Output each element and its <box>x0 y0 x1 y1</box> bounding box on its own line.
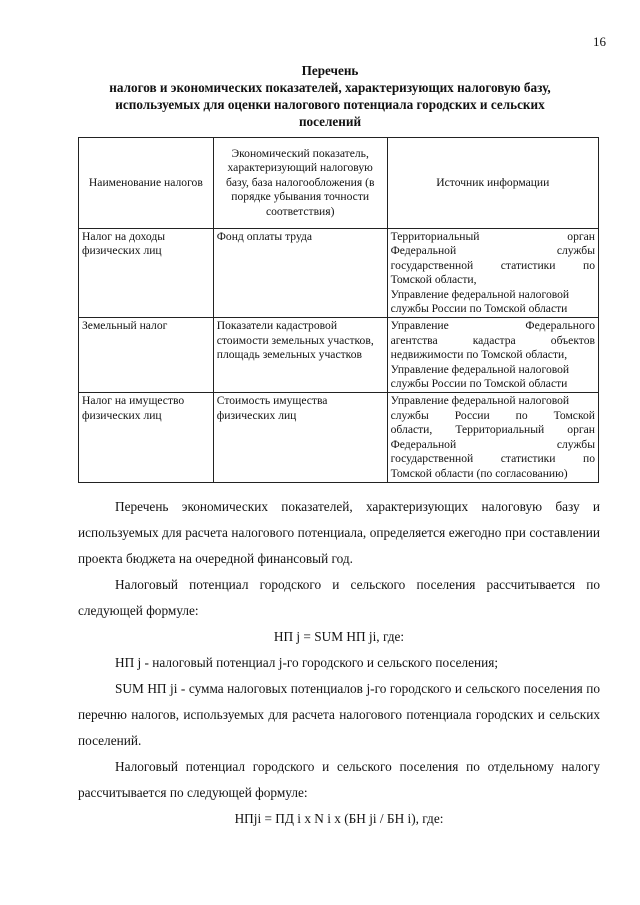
cell-tax: Земельный налог <box>79 318 214 393</box>
cell-indicator: Фонд оплаты труда <box>213 229 387 318</box>
table-row <box>79 393 599 482</box>
taxes-table <box>78 137 599 483</box>
table-row <box>79 229 599 318</box>
body-text <box>78 494 600 832</box>
paragraph: SUM НП ji - сумма налоговых потенциалов j-го городского и сельского поселения по перечню налогов, используемых для расчета налогового потенциала городских и сельских поселений. <box>78 681 600 748</box>
paragraph: НП j - налоговый потенциал j-го городского и сельского поселения; <box>115 655 499 670</box>
header-indicator: Экономический показатель, характеризующий налоговую базу, база налогообложения (в порядке убывания точности соответствия) <box>213 138 387 229</box>
source-line: области, Территориальный орган <box>390 423 595 437</box>
source-line: Томской области, <box>390 273 477 287</box>
formula: НП j = SUM НП ji, где: <box>273 629 405 644</box>
source-line: Томской области (по согласованию) <box>390 466 568 480</box>
document-title <box>60 62 600 130</box>
source-line: службы России по Томской области <box>390 377 568 391</box>
source-line: государственной статистики по <box>390 258 595 272</box>
title-line: используемых для оценки налогового потенциала городских и сельских <box>115 97 545 112</box>
source-line: Управление Федерального <box>390 319 595 333</box>
source-line: Управление федеральной налоговой <box>390 394 570 408</box>
title-line: налогов и экономических показателей, характеризующих налоговую базу, <box>109 80 551 95</box>
page-number: 16 <box>593 34 606 49</box>
source-line: Территориальный орган <box>390 230 595 243</box>
source-line: Федеральной службы <box>390 244 595 258</box>
cell-tax: Налог на доходы физических лиц <box>79 229 214 318</box>
paragraph: Налоговый потенциал городского и сельского поселения по отдельному налогу рассчитывается по следующей формуле: <box>78 759 600 800</box>
cell-indicator: Показатели кадастровой стоимости земельных участков, площадь земельных участков <box>213 318 387 393</box>
paragraph: Налоговый потенциал городского и сельского поселения рассчитывается по следующей формуле: <box>78 577 600 618</box>
source-line: государственной статистики по <box>390 452 595 466</box>
source-line: службы России по Томской <box>390 408 595 422</box>
source-line: Управление федеральной налоговой <box>390 362 570 376</box>
source-line: недвижимости по Томской области, <box>390 348 568 362</box>
cell-indicator: Стоимость имущества физических лиц <box>213 393 387 482</box>
paragraph: Перечень экономических показателей, характеризующих налоговую базу и используемых для расчета налогового потенциала, определяется ежегодно при составлении проекта бюджета на очередной финансовый год. <box>78 499 600 566</box>
source-line: Управление федеральной налоговой <box>390 287 570 301</box>
formula: НПji = ПД i x N i x (БН ji / БН i), где: <box>234 811 444 826</box>
source-line: агентства кадастра объектов <box>390 333 595 347</box>
source-line: службы России по Томской области <box>390 302 568 316</box>
title-line: поселений <box>298 114 362 129</box>
header-tax-name: Наименование налогов <box>79 138 214 229</box>
table-header-row <box>79 138 599 229</box>
source-line: Федеральной службы <box>390 437 595 451</box>
title-line: Перечень <box>301 63 359 78</box>
header-source: Источник информации <box>387 138 598 229</box>
cell-tax: Налог на имущество физических лиц <box>79 393 214 482</box>
cell-source <box>387 318 598 393</box>
cell-source <box>387 229 598 318</box>
cell-source <box>387 393 598 482</box>
table-row <box>79 318 599 393</box>
